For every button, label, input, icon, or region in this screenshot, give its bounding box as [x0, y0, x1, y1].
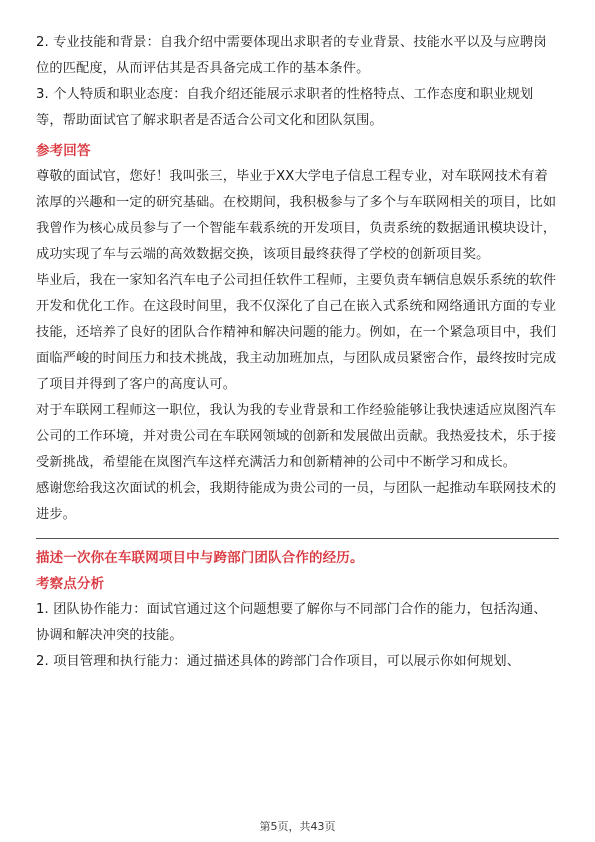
answer-paragraph: 对于车联网工程师这一职位，我认为我的专业背景和工作经验能够让我快速适应岚图汽车公司的工作环境，并对贵公司在车联网领域的创新和发展做出贡献。我热爱技术，乐于接受新挑战，希望能在岚图汽车这样充满活力和创新精神的公司中不断学习和成长。 — [36, 403, 557, 470]
answer-paragraph: 尊敬的面试官，您好！我叫张三，毕业于XX大学电子信息工程专业，对车联网技术有着浓厚的兴趣和一定的研究基础。在校期间，我积极参与了多个与车联网相关的项目，比如我曾作为核心成员参与了一个智能车载系统的开发项目，负责系统的数据通讯模块设计，成功实现了车与云端的高效数据交换，该项目最终获得了学校的创新项目奖。 — [36, 169, 557, 262]
section-divider — [36, 538, 559, 539]
answer-paragraph: 感谢您给我这次面试的机会，我期待能成为贵公司的一员，与团队一起推动车联网技术的进步。 — [36, 481, 557, 522]
intro-point-3: 3. 个人特质和职业态度：自我介绍还能展示求职者的性格特点、工作态度和职业规划等，帮助面试官了解求职者是否适合公司文化和团队氛围。 — [36, 87, 534, 128]
next-question-title: 描述一次你在车联网项目中与跨部门团队合作的经历。 — [36, 550, 364, 566]
intro-point-2: 2. 专业技能和背景：自我介绍中需要体现出求职者的专业背景、技能水平以及与应聘岗位的匹配度，从而评估其是否具备完成工作的基本条件。 — [36, 35, 547, 76]
reference-answer-heading: 参考回答 — [36, 143, 91, 159]
page-footer: 第5页，共43页 — [259, 820, 336, 833]
analysis-heading: 考察点分析 — [36, 576, 105, 592]
answer-paragraph: 毕业后，我在一家知名汽车电子公司担任软件工程师，主要负责车辆信息娱乐系统的软件开发和优化工作。在这段时间里，我不仅深化了自己在嵌入式系统和网络通讯方面的专业技能，还培养了良好的团队合作精神和解决问题的能力。例如，在一个紧急项目中，我们面临严峻的时间压力和技术挑战，我主动加班加点，与团队成员紧密合作，最终按时完成了项目并得到了客户的高度认可。 — [36, 273, 557, 392]
document-body — [36, 30, 559, 675]
analysis-point-2: 2. 项目管理和执行能力：通过描述具体的跨部门合作项目，可以展示你如何规划、 — [36, 654, 521, 669]
analysis-point-1: 1. 团队协作能力：面试官通过这个问题想要了解你与不同部门合作的能力，包括沟通、协调和解决冲突的技能。 — [36, 602, 547, 643]
